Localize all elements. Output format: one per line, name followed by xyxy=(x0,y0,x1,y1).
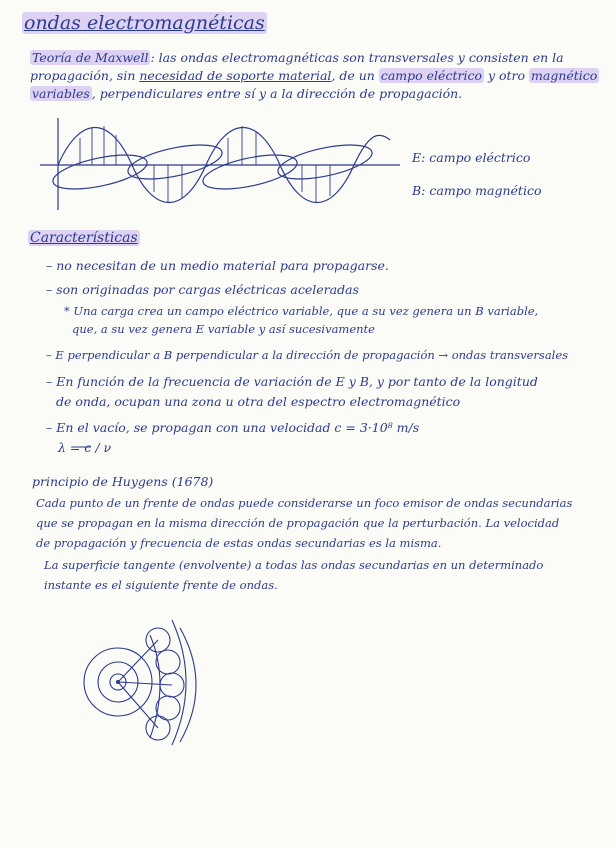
magnetic-loop-2 xyxy=(125,138,225,185)
caract-item-3: * Una carga crea un campo eléctrico variable, que a su vez genera un B variable, xyxy=(64,304,539,318)
maxwell-text-3b: , perpendiculares entre sí y a la dirección de propagación. xyxy=(91,86,463,101)
huygens-diagram xyxy=(84,620,196,745)
caract-item-8: – En el vacío, se propagan con una velocidad c = 3·10⁸ m/s xyxy=(46,420,420,435)
maxwell-text-1: : las ondas electromagnéticas son transversales y consisten en la xyxy=(150,50,564,65)
maxwell-text-2e: y otro xyxy=(483,68,530,83)
caract-item-4: que, a su vez genera E variable y así sucesivamente xyxy=(72,322,375,336)
maxwell-text-3a: variables xyxy=(32,86,90,101)
huygens-line-3: de propagación y frecuencia de estas ondas secundarias es la misma. xyxy=(36,536,442,550)
wavelength-formula: λ = c / ν xyxy=(58,440,112,455)
maxwell-text-2a: propagación, sin xyxy=(30,68,140,83)
magnetic-loop-4 xyxy=(275,138,375,185)
legend-magnetic-label: B: campo magnético xyxy=(412,183,542,198)
maxwell-text-2f: magnético xyxy=(531,68,598,83)
huygens-line-5: instante es el siguiente frente de ondas. xyxy=(44,578,278,592)
maxwell-term: Teoría de Maxwell xyxy=(32,50,149,65)
huygens-line-1: Cada punto de un frente de ondas puede considerarse un foco emisor de ondas secundarias xyxy=(36,496,573,510)
maxwell-text-2d: campo eléctrico xyxy=(380,68,482,83)
magnetic-loop-3 xyxy=(200,148,300,195)
caract-item-1: – no necesitan de un medio material para propagarse. xyxy=(46,258,389,273)
caract-item-6: – En función de la frecuencia de variación de E y B, y por tanto de la longitud xyxy=(46,374,538,389)
maxwell-text-2c: , de un xyxy=(331,68,379,83)
legend-electric xyxy=(412,150,530,165)
caracteristicas-heading xyxy=(28,231,140,246)
huygens-line-2: que se propagan en la misma dirección de propagación que la perturbación. La velocidad xyxy=(36,516,560,530)
caract-item-2: – son originadas por cargas eléctricas aceleradas xyxy=(46,282,359,297)
huygens-heading: principio de Huygens (1678) xyxy=(32,474,214,489)
field-arrows xyxy=(80,126,330,202)
legend-electric-label: E: campo eléctrico xyxy=(412,150,531,165)
caract-item-7: de onda, ocupan una zona u otra del espectro electromagnético xyxy=(56,394,461,409)
title-text: ondas electromagnéticas xyxy=(24,12,265,34)
caracteristicas-heading-text: Características xyxy=(30,230,138,246)
maxwell-text-2b: necesidad de soporte material xyxy=(139,68,332,83)
caract-item-5: – E perpendicular a B perpendicular a la dirección de propagación → ondas transversales xyxy=(46,348,569,362)
huygens-line-4: La superficie tangente (envolvente) a todas las ondas secundarias en un determinado xyxy=(44,558,544,572)
legend-magnetic xyxy=(412,183,541,198)
